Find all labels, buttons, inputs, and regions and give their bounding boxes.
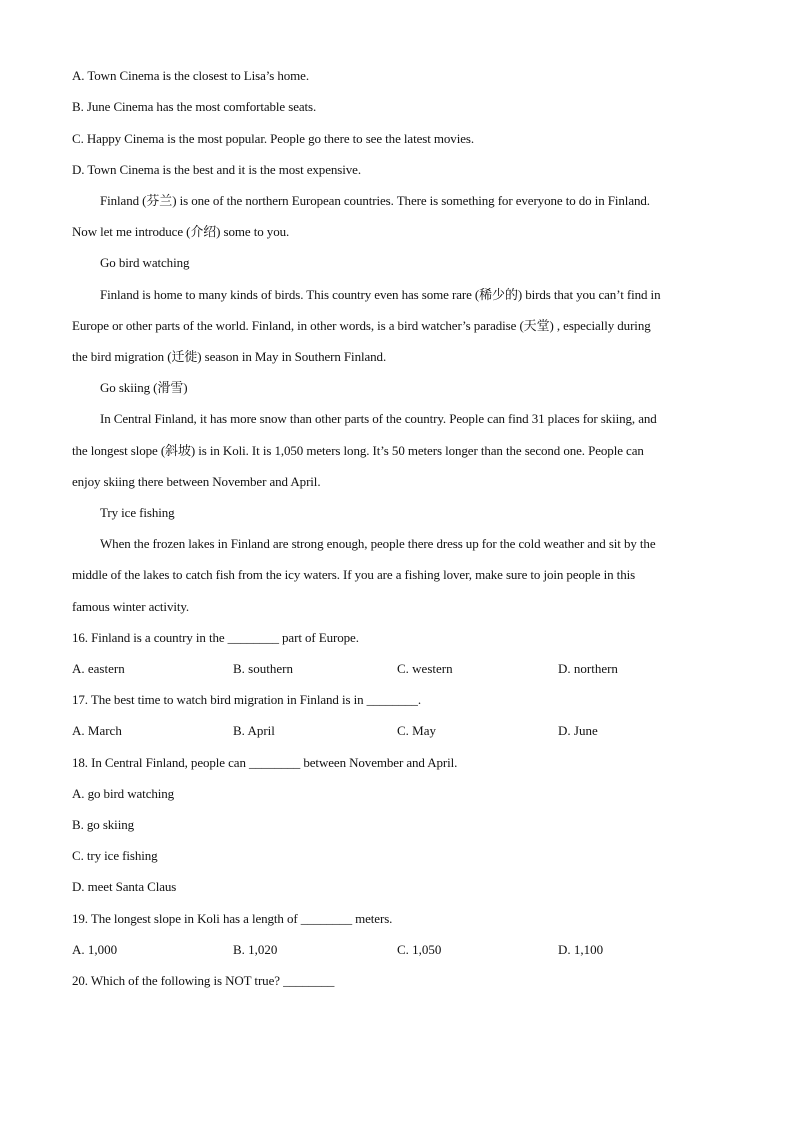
question-stem: 17. The best time to watch bird migration in Finland is in ________. — [72, 692, 421, 707]
question-stem: 19. The longest slope in Koli has a length of ________ meters. — [72, 911, 393, 926]
section-heading: Go bird watching — [100, 255, 190, 270]
passage-line: enjoy skiing there between November and April. — [72, 474, 321, 489]
option-a: A. 1,000 — [72, 942, 118, 957]
option-d: D. meet Santa Claus — [72, 879, 177, 894]
passage-line: In Central Finland, it has more snow than other parts of the country. People can find 31 places for skiing, and — [100, 411, 657, 426]
option-a: A. March — [72, 723, 122, 738]
option-d: D. northern — [558, 661, 618, 676]
section-heading: Try ice fishing — [100, 505, 175, 520]
option-c: C. try ice fishing — [72, 848, 158, 863]
question-stem: 16. Finland is a country in the ________ part of Europe. — [72, 630, 359, 645]
option-a: A. eastern — [72, 661, 125, 676]
prev-option-a: A. Town Cinema is the closest to Lisa’s home. — [72, 68, 309, 83]
option-c: C. western — [397, 661, 453, 676]
option-b: B. go skiing — [72, 817, 135, 832]
prev-option-d: D. Town Cinema is the best and it is the most expensive. — [72, 162, 361, 177]
question-stem: 20. Which of the following is NOT true? ________ — [72, 973, 335, 988]
question-stem: 18. In Central Finland, people can ________ between November and April. — [72, 755, 458, 770]
option-d: D. June — [558, 723, 598, 738]
passage-line: the longest slope (斜坡) is in Koli. It is 1,050 meters long. It’s 50 meters longer than the second one. People can — [72, 443, 644, 458]
passage-line: Europe or other parts of the world. Finland, in other words, is a bird watcher’s paradise (天堂) , especially during — [72, 318, 651, 333]
option-b: B. April — [233, 723, 275, 738]
option-c: C. May — [397, 723, 436, 738]
option-a: A. go bird watching — [72, 786, 175, 801]
option-d: D. 1,100 — [558, 942, 604, 957]
passage-intro-line: Now let me introduce (介绍) some to you. — [72, 224, 290, 239]
section-heading: Go skiing (滑雪) — [100, 380, 188, 395]
option-c: C. 1,050 — [397, 942, 442, 957]
passage-line: When the frozen lakes in Finland are strong enough, people there dress up for the cold weather and sit by the — [100, 536, 656, 551]
option-b: B. 1,020 — [233, 942, 278, 957]
passage-line: Finland is home to many kinds of birds. This country even has some rare (稀少的) birds that you can’t find in — [100, 287, 661, 302]
passage-intro-line: Finland (芬兰) is one of the northern European countries. There is something for everyone to do in Finland. — [100, 193, 650, 208]
option-b: B. southern — [233, 661, 293, 676]
prev-option-c: C. Happy Cinema is the most popular. People go there to see the latest movies. — [72, 131, 474, 146]
prev-option-b: B. June Cinema has the most comfortable seats. — [72, 99, 317, 114]
passage-line: the bird migration (迁徙) season in May in Southern Finland. — [72, 349, 387, 364]
passage-line: middle of the lakes to catch fish from the icy waters. If you are a fishing lover, make sure to join people in this — [72, 567, 636, 582]
passage-line: famous winter activity. — [72, 599, 190, 614]
